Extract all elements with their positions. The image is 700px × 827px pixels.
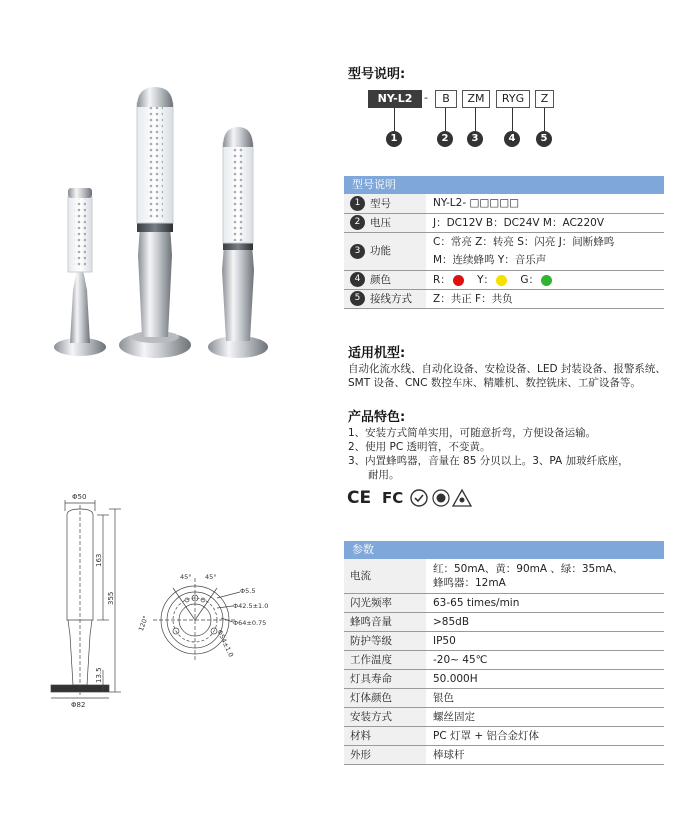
param-label: 蜂鸣音量 [344,612,426,631]
params-table [344,559,664,765]
safety-triangle-icon [452,489,472,507]
row-value: C：常亮 Z：转亮 S：闪亮 J：间断蜂鸣 [433,236,615,248]
tower-small [54,188,106,356]
row-num-icon: 3 [350,244,365,259]
param-row [344,631,664,650]
param-row [344,669,664,688]
code-num-2: 2 [437,131,453,147]
model-row-4 [344,270,664,289]
row-label: 接线方式 [370,292,412,305]
ce-mark-icon: CE [347,488,372,508]
tower-medium [208,127,268,358]
angle-45-right: 45° [205,573,217,581]
dim-top-dia: Φ50 [72,493,87,501]
param-label: 灯体颜色 [344,688,426,707]
row-label: 电压 [370,216,391,229]
applicable-line-1: 自动化流水线、自动化设备、安检设备、LED 封装设备、报警系统、 [348,363,666,375]
param-value: 63-65 times/min [426,593,664,612]
rohs-icon [410,489,428,507]
row-num-icon: 5 [350,291,365,306]
param-label: 闪光频率 [344,593,426,612]
model-row-2 [344,213,664,232]
applicable-line-2: SMT 设备、CNC 数控车床、精雕机、数控铣床、工矿设备等。 [348,377,641,389]
param-value: -20~ 45℃ [426,650,664,669]
code-part-voltage: B [435,90,457,108]
color-key-y: Y： [477,274,495,286]
param-value: PC 灯罩 + 铝合金灯体 [426,726,664,745]
feature-line-3: 3、内置蜂鸣器，音量在 85 分贝以上。3、PA 加玻纤底座， [348,455,629,467]
code-num-3: 3 [467,131,483,147]
code-part-color: RYG [496,90,530,108]
row-value: Z：共正 F：共负 [426,289,664,308]
model-row-1 [344,194,664,213]
param-label: 工作温度 [344,650,426,669]
green-dot-icon [541,275,552,286]
model-table [344,194,664,309]
row-label: 颜色 [370,273,391,286]
yellow-dot-icon [496,275,507,286]
param-label: 外形 [344,745,426,764]
applicable-text [348,362,666,390]
side-view-drawing [35,485,125,710]
dim-base-dia: Φ82 [71,701,86,709]
angle-120: 120° [136,614,150,633]
param-label: 灯具寿命 [344,669,426,688]
param-row [344,707,664,726]
row-value-2: M：连续蜂鸣 Y：音乐声 [433,254,547,266]
code-part-function: ZM [462,90,490,108]
row-num-icon: 2 [350,215,365,230]
param-row [344,650,664,669]
model-row-3 [344,232,664,270]
row-label: 功能 [370,245,391,258]
code-part-model: NY-L2 [368,90,422,108]
features-title: 产品特色: [348,410,406,425]
param-row [344,688,664,707]
code-num-5: 5 [536,131,552,147]
applicable-title: 适用机型: [348,346,406,361]
color-key-r: R： [433,274,451,286]
code-dash-1: - [424,91,428,104]
red-dot-icon [453,275,464,286]
param-value-2: 蜂鸣器：12mA [433,576,506,589]
feature-line-2: 2、使用 PC 透明管，不变黄。 [348,441,491,453]
features-text [348,426,629,482]
param-row [344,726,664,745]
model-table-header: 型号说明 [344,176,664,194]
code-part-wiring: Z [535,90,554,108]
params-table-header: 参数 [344,541,664,559]
param-label: 防护等级 [344,631,426,650]
param-label: 安装方式 [344,707,426,726]
product-photo [40,75,320,375]
code-num-4: 4 [504,131,520,147]
param-row [344,559,664,593]
dim-pcd-54: Φ54±1.0 [215,628,236,659]
color-key-g: G： [520,274,540,286]
param-value: 银色 [426,688,664,707]
param-row [344,593,664,612]
fc-mark-icon: FC [382,489,404,507]
dim-355: 355 [107,591,115,605]
param-row [344,612,664,631]
param-value: 50.000H [426,669,664,688]
row-label: 型号 [370,197,391,210]
row-value: NY-L2- □□□□□ [426,194,664,213]
model-row-5 [344,289,664,308]
row-num-icon: 1 [350,196,365,211]
param-value: IP50 [426,631,664,650]
model-title: 型号说明: [348,67,406,82]
param-value: 棒球杆 [426,745,664,764]
row-value: J：DC12V B：DC24V M：AC220V [426,213,664,232]
certification-seal-icon [432,489,450,507]
param-label: 材料 [344,726,426,745]
dim-pcd-42-5: Φ42.5±1.0 [233,602,269,610]
param-value: >85dB [426,612,664,631]
param-value: 红：50mA、黄：90mA 、绿：35mA、 [433,562,624,575]
dim-13-5: 13.5 [95,667,103,683]
bottom-view-drawing [136,570,280,675]
code-num-1: 1 [386,131,402,147]
row-num-icon: 4 [350,272,365,287]
param-row [344,745,664,764]
angle-45-left: 45° [180,573,192,581]
dim-163: 163 [95,553,103,567]
dim-pcd-64: Φ64±0.75 [233,619,267,627]
feature-line-4: 耐用。 [348,469,400,481]
param-label: 电流 [344,559,426,593]
feature-line-1: 1、安装方式简单实用，可随意折弯，方便设备运输。 [348,427,597,439]
tower-large [119,87,191,358]
dim-hole-5-5: Φ5.5 [240,587,256,595]
param-value: 螺丝固定 [426,707,664,726]
